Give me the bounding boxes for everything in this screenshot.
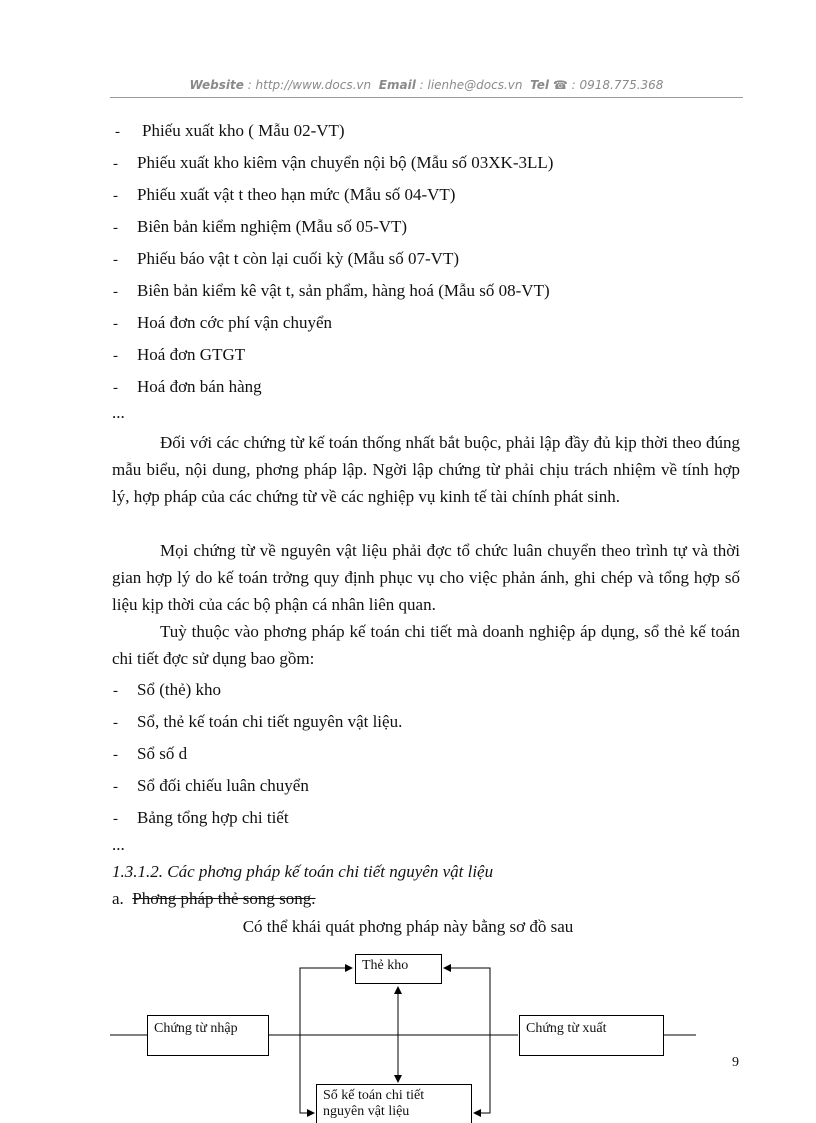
bullet-dash: - (113, 156, 118, 172)
website-value: : http://www.docs.vn (247, 78, 372, 92)
section-heading: 1.3.1.2. Các phơng pháp kế toán chi tiết nguyên vật liệu (112, 862, 494, 881)
paragraph (112, 429, 740, 510)
bullet-dash: - (113, 188, 118, 204)
tel-label: Tel (530, 78, 550, 92)
list-item: Hoá đơn GTGT (137, 345, 246, 364)
bullet-dash: - (113, 220, 118, 236)
list-item: Sổ, thẻ kế toán chi tiết nguyên vật liệu. (137, 712, 403, 731)
bullet-dash: - (113, 715, 118, 731)
bullet-dash: - (113, 811, 118, 827)
bullet-dash: - (113, 284, 118, 300)
bullet-dash: - (113, 252, 118, 268)
box-label: Chứng từ nhập (154, 1021, 238, 1036)
paragraph-text: Mọi chứng từ về nguyên vật liệu phải đợc tổ chức luân chuyển theo trình tự và thời gian hợp lý do kế toán trởng quy định phục vụ cho việc phản ánh, ghi chép và tổng hợp số liệu kịp thời của các bộ phận cá nhân liên quan. (112, 541, 740, 614)
list-item: Biên bản kiểm nghiệm (Mẫu số 05-VT) (137, 217, 408, 236)
bullet-dash: - (113, 348, 118, 364)
box-label: Thẻ kho (362, 958, 409, 973)
list-item: Hoá đơn bán hàng (137, 377, 262, 396)
paragraph (112, 537, 740, 618)
paragraph-text: Tuỳ thuộc vào phơng pháp kế toán chi tiết mà doanh nghiệp áp dụng, sổ thẻ kế toán chi tiết đợc sử dụng bao gồm: (112, 622, 740, 668)
arrow-xuat-to-thekho (444, 968, 490, 1035)
box-chung-tu-nhap (147, 1015, 269, 1056)
website-label: Website (189, 78, 244, 92)
box-label: Chứng từ xuất (526, 1021, 607, 1036)
bullet-dash: - (113, 779, 118, 795)
list-item: Biên bản kiểm kê vật t, sản phẩm, hàng hoá (Mẫu số 08-VT) (137, 281, 550, 300)
paragraph (112, 618, 740, 672)
bullet-dash: - (115, 124, 120, 140)
box-label: nguyên vật liệu (323, 1104, 410, 1119)
arrow-nhap-to-thekho (300, 968, 352, 1035)
paragraph-text: Đối với các chứng từ kế toán thống nhất bắt buộc, phải lập đầy đủ kịp thời theo đúng mẫu biểu, nội dung, phơng pháp lập. Ngời lập chứng từ phải chịu trách nhiệm về tính hợp lý, hợp pháp của các chứng từ về các nghiệp vụ kinh tế tài chính phát sinh. (112, 433, 740, 506)
subsection-prefix: a. (112, 889, 124, 908)
ellipsis: ... (112, 403, 125, 422)
list-item: Hoá đơn cớc phí vận chuyển (137, 313, 333, 332)
page-number: 9 (732, 1055, 739, 1070)
diagram-caption: Có thể khái quát phơng pháp này bằng sơ đồ sau (242, 917, 574, 936)
box-so-ke-toan (316, 1084, 472, 1123)
email-label: Email (378, 78, 416, 92)
box-label: Sổ kế toán chi tiết (323, 1088, 425, 1103)
list-item: Sổ đối chiếu luân chuyển (137, 776, 309, 795)
box-chung-tu-xuat (519, 1015, 664, 1056)
subsection-title: Phơng pháp thẻ song song. (132, 889, 316, 908)
list-item: Phiếu xuất vật t theo hạn mức (Mẫu số 04-VT) (137, 185, 456, 204)
page-header (110, 78, 743, 92)
ellipsis: ... (112, 835, 125, 854)
bullet-dash: - (113, 380, 118, 396)
list-item: Phiếu xuất kho kiêm vận chuyển nội bộ (Mẫu số 03XK-3LL) (137, 153, 554, 172)
list-item: Phiếu báo vật t còn lại cuối kỳ (Mẫu số 07-VT) (137, 249, 459, 268)
subsection-heading (112, 889, 316, 909)
bullet-dash: - (113, 747, 118, 763)
box-the-kho (355, 954, 442, 984)
arrow-nhap-to-so (300, 1035, 314, 1113)
bullet-dash: - (113, 683, 118, 699)
arrow-xuat-to-so (474, 1035, 490, 1113)
header-divider (110, 97, 743, 98)
list-item: Sổ (thẻ) kho (137, 680, 222, 699)
list-item: Phiếu xuất kho ( Mẫu 02-VT) (142, 121, 345, 140)
tel-value: ☎ : 0918.775.368 (552, 78, 664, 92)
email-value: : lienhe@docs.vn (419, 78, 523, 92)
bullet-dash: - (113, 316, 118, 332)
list-item: Sổ số d (137, 744, 188, 763)
list-item: Bảng tổng hợp chi tiết (137, 808, 289, 827)
